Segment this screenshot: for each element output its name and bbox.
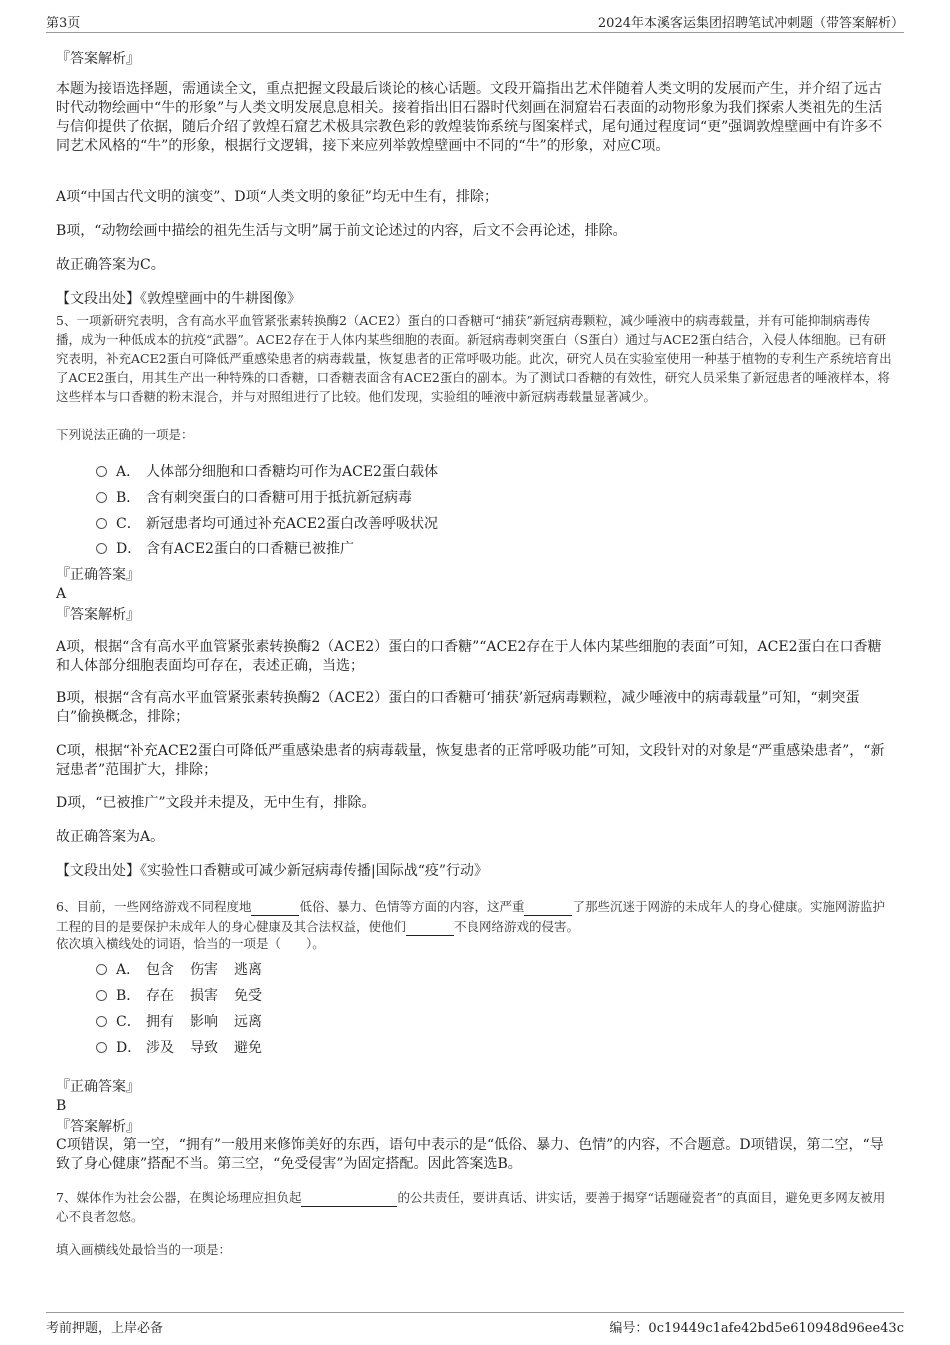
q7-question: 填入画横线处最恰当的一项是： [56, 1242, 232, 1257]
radio-icon[interactable] [96, 466, 107, 477]
radio-icon[interactable] [96, 543, 107, 554]
q5-stem: 5、一项新研究表明，含有高水平血管紧张素转换酶2（ACE2）蛋白的口香糖可“捕获”新冠病毒颗粒，减少唾液中的病毒载量，并有可能抑制病毒传播，成为一种低成本的抗疫“武器”。ACE2存在于人体内某些细胞的表面。新冠病毒刺突蛋白（S蛋白）通过与ACE2蛋白结合，入侵人体细胞。已有研究表明，补充ACE2蛋白可降低严重感染患者的病毒载量，恢复患者的正常呼吸功能。此次，研究人员在实验室使用一种基于植物的专利生产系统培育出了ACE2蛋白，用其生产出一种特殊的口香糖，口香糖表面含有ACE2蛋白的副本。为了测试口香糖的有效性，研究人员采集了新冠患者的唾液样本，将这些样本与口香糖的粉末混合，并与对照组进行了比较。他们发现，实验组的唾液中新冠病毒载量显著减少。 [56, 313, 892, 404]
q7-stem: 7、媒体作为社会公器，在舆论场理应担负起 的公共责任，要讲真话、讲实话，要善于揭穿“话题碰瓷者”的真面目，避免更多网友被用心不良者忽悠。 [56, 1187, 894, 1226]
radio-icon[interactable] [96, 1016, 107, 1027]
q6-option-a[interactable]: A． 包含 伤害 逃离 [96, 959, 278, 979]
q5-analysis-d: D项，“已被推广”文段并未提及，无中生有，排除。 [56, 795, 376, 811]
q5-option-a[interactable]: A． 人体部分细胞和口香糖均可作为ACE2蛋白载体 [96, 461, 438, 481]
q5-option-d[interactable]: D． 含有ACE2蛋白的口香糖已被推广 [96, 538, 354, 558]
blank-line [524, 896, 572, 916]
q5-answer: A [56, 586, 67, 602]
q6-option-d[interactable]: D． 涉及 导致 避免 [96, 1037, 278, 1057]
page-header [46, 12, 904, 33]
q5-analysis-b: B项，根据“含有高水平血管紧张素转换酶2（ACE2）蛋白的口香糖可‘捕获’新冠病毒颗粒，减少唾液中的病毒载量”可知，“刺突蛋白”偷换概念，排除； [56, 690, 860, 725]
q6-question: 依次填入横线处的词语，恰当的一项是（ ）。 [56, 936, 325, 951]
q6-answer: B [56, 1098, 67, 1114]
q6-analysis: C项错误，第一空，“拥有”一般用来修饰美好的东西，语句中表示的是“低俗、暴力、色情”的内容，不合题意。D项错误，第二空，“导致了身心健康”搭配不当。第三空，“免受侵害”为固定搭配。因此答案选B。 [56, 1137, 884, 1172]
q6-option-b[interactable]: B． 存在 损害 免受 [96, 985, 278, 1005]
radio-icon[interactable] [96, 518, 107, 529]
q6-option-c[interactable]: C． 拥有 影响 远离 [96, 1011, 278, 1031]
radio-icon[interactable] [96, 990, 107, 1001]
q5-option-c[interactable]: C． 新冠患者均可通过补充ACE2蛋白改善呼吸状况 [96, 513, 438, 533]
page-number: 第3页 [46, 16, 81, 31]
document-title: 2024年本溪客运集团招聘笔试冲刺题（带答案解析） [597, 16, 904, 31]
document-id: 编号：0c19449c1afe42bd5e610948d96ee43c [609, 1321, 904, 1336]
radio-icon[interactable] [96, 1042, 107, 1053]
footer-slogan: 考前押题，上岸必备 [46, 1321, 164, 1336]
q5-conclusion: 故正确答案为A。 [56, 829, 165, 845]
q5-option-b[interactable]: B． 含有刺突蛋白的口香糖可用于抵抗新冠病毒 [96, 487, 412, 507]
blank-line [406, 916, 454, 936]
q4-analysis-option-b: B项，“动物绘画中描绘的祖先生活与文明”属于前文论述过的内容，后文不会再论述，排除。 [56, 223, 627, 239]
page-footer [46, 1312, 904, 1336]
q6-answer-label: 『正确答案』 [56, 1079, 140, 1095]
q5-analysis-c: C项，根据“补充ACE2蛋白可降低严重感染患者的病毒载量，恢复患者的正常呼吸功能”可知，文段针对的对象是“严重感染患者”，“新冠患者”范围扩大，排除； [56, 743, 885, 778]
q5-source: 【文段出处】《实验性口香糖或可减少新冠病毒传播|国际战“疫”行动》 [56, 863, 489, 879]
blank-line [251, 896, 299, 916]
q4-conclusion: 故正确答案为C。 [56, 257, 165, 273]
q4-analysis-label: 『答案解析』 [56, 51, 140, 67]
q4-source: 【文段出处】《敦煌壁画中的牛耕图像》 [56, 291, 301, 307]
q6-analysis-label: 『答案解析』 [56, 1119, 140, 1135]
q4-analysis-option-ad: A项“中国古代文明的演变”、D项“人类文明的象征”均无中生有，排除； [56, 189, 498, 205]
q5-analysis-label: 『答案解析』 [56, 607, 140, 623]
q6-stem: 6、目前，一些网络游戏不同程度地 低俗、暴力、色情等方面的内容，这严重 了那些沉迷于网游的未成年人的身心健康。实施网游监护工程的目的是要保护未成年人的身心健康及其合法权益，使他们 不良网络游戏的侵害。 [56, 896, 894, 936]
q5-question: 下列说法正确的一项是： [56, 427, 194, 442]
radio-icon[interactable] [96, 964, 107, 975]
radio-icon[interactable] [96, 492, 107, 503]
blank-line [301, 1187, 397, 1207]
q4-analysis-paragraph: 本题为接语选择题，需通读全文，重点把握文段最后谈论的核心话题。文段开篇指出艺术伴随着人类文明的发展而产生，并介绍了远古时代动物绘画中“牛的形象”与人类文明发展息息相关。接着指出旧石器时代刻画在洞窟岩石表面的动物形象为我们探索人类祖先的生活与信仰提供了依据，随后介绍了敦煌石窟艺术极具宗教色彩的敦煌装饰系统与图案样式，尾句通过程度词“更”强调敦煌壁画中有许多不同艺术风格的“牛”的形象，根据行文逻辑，接下来应列举敦煌壁画中不同的“牛”的形象，对应C项。 [56, 81, 883, 154]
q5-answer-label: 『正确答案』 [56, 567, 140, 583]
q5-analysis-a: A项，根据“含有高水平血管紧张素转换酶2（ACE2）蛋白的口香糖”“ACE2存在于人体内某些细胞的表面”可知，ACE2蛋白在口香糖和人体部分细胞表面均可存在，表述正确，当选； [56, 639, 882, 674]
